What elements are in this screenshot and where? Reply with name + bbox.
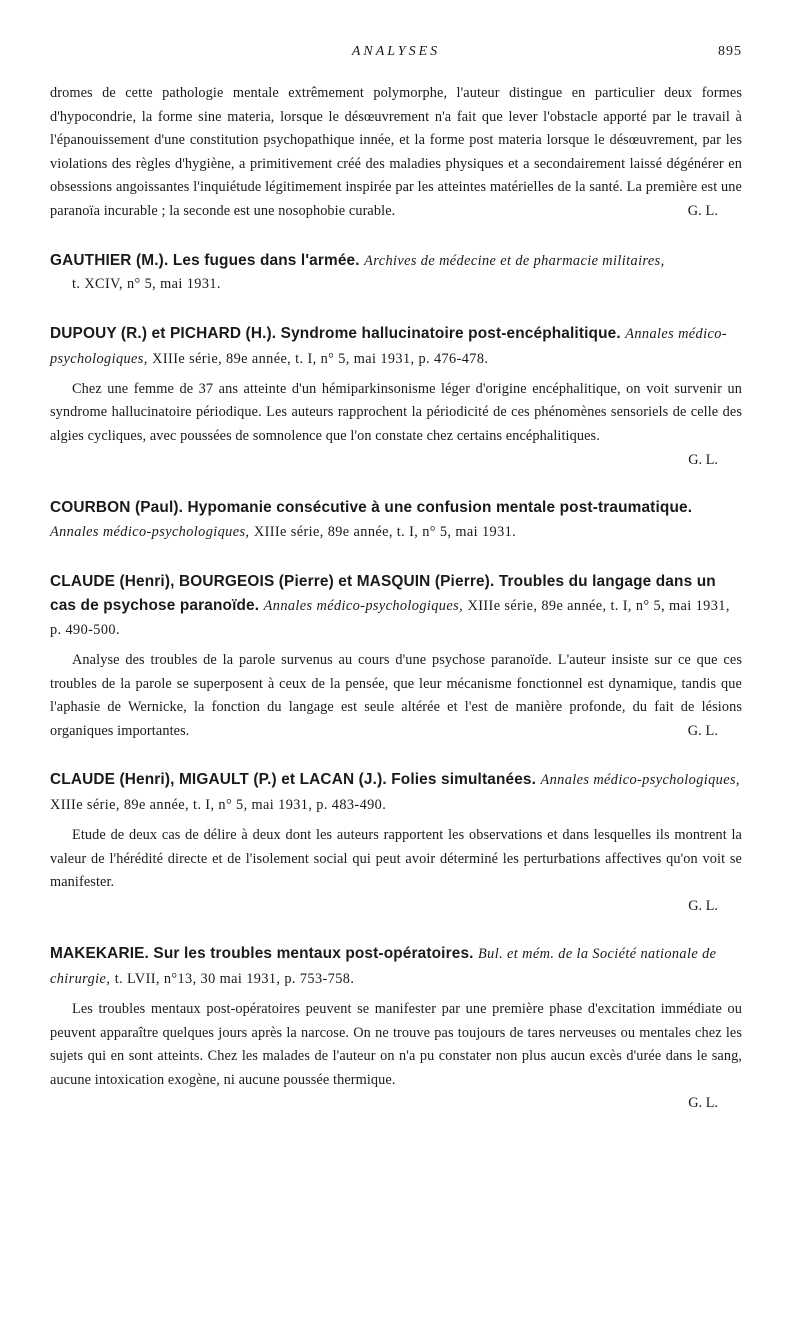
- abstract-entry: [50, 570, 742, 744]
- entry-title: Syndrome hallucinatoire post-encéphalitique.: [280, 325, 621, 343]
- entry-journal: Annales médico-psychologiques,: [50, 523, 250, 540]
- entry-authors: DUPOUY (R.) et PICHARD (H.).: [50, 325, 277, 343]
- entry-title: Troubles du langage dans un cas de psychose paranoïde.: [50, 572, 716, 614]
- abstract-entry: [50, 942, 742, 1116]
- entry-title: Folies simultanées.: [391, 771, 537, 789]
- entry-authors: COURBON (Paul).: [50, 499, 184, 517]
- entry-heading: [50, 322, 742, 372]
- entry-title: Hypomanie consécutive à une confusion mentale post-traumatique.: [187, 499, 693, 517]
- abstract-entry: [50, 249, 742, 298]
- abstract-entry: [50, 496, 742, 545]
- entry-abstract: Chez une femme de 37 ans atteinte d'un hémiparkinsonisme léger d'origine encéphalitique, on voit survenir un syndrome hallucinatoire périodique. Les auteurs rapprochent la périodicité de ces phénomènes sensoriels de celle des algies cycliques, avec poussées de somnolence que l'on constate chez certains encéphalitiques.: [50, 380, 742, 444]
- abstract-entry: [50, 322, 742, 472]
- entry-authors: MAKEKARIE.: [50, 945, 149, 963]
- intro-signature: G. L.: [687, 202, 718, 219]
- entry-heading: [50, 249, 742, 298]
- entry-journal: Annales médico-psychologiques,: [263, 597, 464, 614]
- entry-title: Sur les troubles mentaux post-opératoires.: [153, 945, 474, 963]
- entry-heading: [50, 768, 742, 818]
- entry-signature: G. L.: [688, 451, 718, 468]
- entry-journal: Annales médico-psychologiques,: [540, 772, 740, 789]
- entry-abstract-text: Analyse des troubles de la parole survenus au cours d'une psychose paranoïde. L'auteur insiste sur ce que ces troubles de la parole se superposent à ceux de la pensée, que leur mécanisme fonctionnel est dynamique, tandis que l'aphasie de Wernicke, la fonction du langage est seule altérée et l'est de manière profonde, du fait de lésions organiques importantes.: [50, 652, 742, 739]
- entry-heading: [50, 942, 742, 992]
- entry-signature: G. L.: [688, 897, 718, 914]
- intro-paragraph: [50, 82, 742, 224]
- entry-authors: CLAUDE (Henri), BOURGEOIS (Pierre) et MASQUIN (Pierre).: [50, 572, 495, 590]
- entry-reference: XIIIe série, 89e année, t. I, n° 5, mai 1931.: [253, 523, 517, 540]
- page-body: [50, 82, 742, 1116]
- entry-abstract: [50, 649, 742, 743]
- entry-abstract: Etude de deux cas de délire à deux dont les auteurs rapportent les observations et dans lesquelles ils montrent la valeur de l'hérédité directe et de l'isolement social qui peut avoir déterminé les perturbations affectives qu'on voit se manifester.: [50, 827, 742, 891]
- entry-journal: Annales médico-psychologiques,: [50, 326, 727, 367]
- entry-journal: Bul. et mém. de la Société nationale de chirurgie,: [50, 946, 717, 988]
- entry-reference: XIIIe série, 89e année, t. I, n° 5, mai 1931, p. 483-490.: [50, 797, 387, 814]
- entry-heading: [50, 496, 742, 545]
- entry-reference: t. XCIV, n° 5, mai 1931.: [72, 276, 221, 293]
- running-title: ANALYSES: [351, 44, 441, 59]
- entry-authors: CLAUDE (Henri), MIGAULT (P.) et LACAN (J.).: [50, 771, 387, 789]
- entry-abstract: Les troubles mentaux post-opératoires peuvent se manifester par une première phase d'excitation immédiate ou peuvent apparaître quelques jours après la narcose. On ne trouve pas toujours de tares nerveuses ou mentales chez les sujets qui en sont atteints. Chez les malades de l'auteur on n'a pu constater non plus aucun excès d'urée dans le sang, aucune intoxication exogène, ni aucune poussée thermique.: [50, 1001, 742, 1088]
- entry-title: Les fugues dans l'armée.: [172, 251, 360, 269]
- abstract-entry: [50, 768, 742, 918]
- entry-reference: XIIIe série, 89e année, t. I, n° 5, mai 1931, p. 476-478.: [152, 350, 489, 367]
- running-head: [50, 44, 742, 64]
- entry-authors: GAUTHIER (M.).: [50, 251, 169, 269]
- page-number: 895: [718, 44, 742, 59]
- entry-reference: XIIIe série, 89e année, t. I, n° 5, mai 1931, p. 490-500.: [50, 597, 730, 639]
- entry-journal: Archives de médecine et de pharmacie militaires,: [364, 252, 665, 269]
- intro-text: dromes de cette pathologie mentale extrêmement polymorphe, l'auteur distingue en particulier deux formes d'hypocondrie, la forme sine materia, lorsque le désœuvrement n'a fait que lever l'obstacle apporté par le travail à l'épanouissement d'une constitution psychopathique innée, et la forme post materia lorsque le désœuvrement, par les violations des règles d'hygiène, a primitivement créé des maladies physiques et a secondairement laissé dégénérer en obsessions angoissantes l'inquiétude légitimement inspirée par les atteintes matérielles de la santé. La première est une paranoïa incurable ; la seconde est une nosophobie curable.: [50, 85, 742, 219]
- entry-heading: [50, 570, 742, 643]
- entry-reference: t. LVII, n°13, 30 mai 1931, p. 753-758.: [114, 971, 355, 988]
- entry-signature: G. L.: [687, 722, 718, 739]
- entry-signature: G. L.: [688, 1095, 718, 1112]
